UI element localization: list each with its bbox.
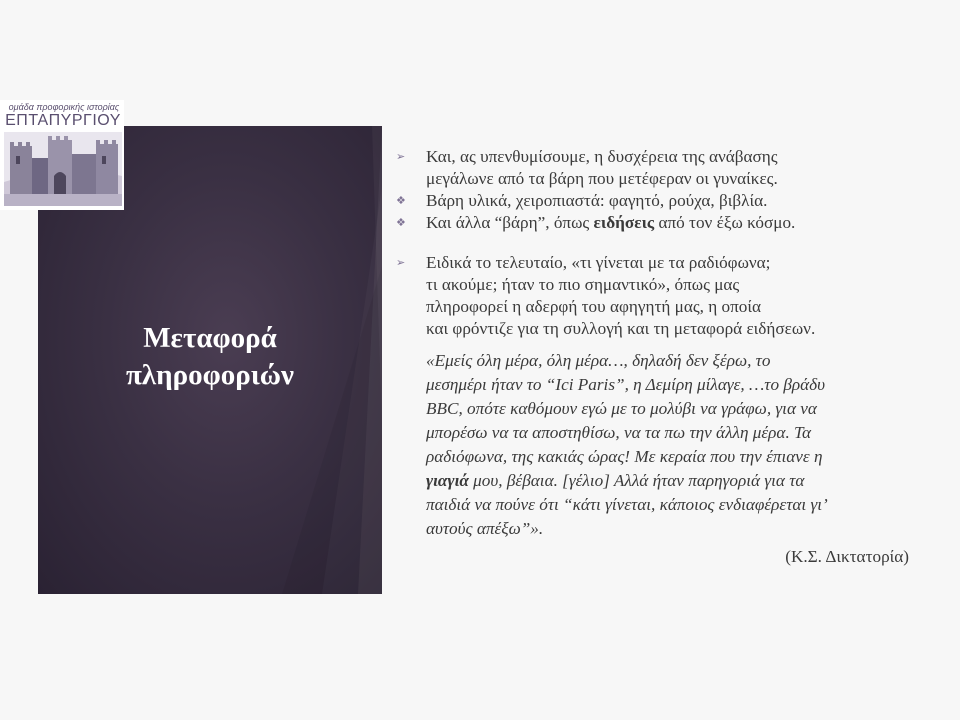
quote-line: μπορέσω να τα αποστηθίσω, να τα πω την άλλη μέρα. Τα — [426, 423, 812, 442]
quote-bold-text: γιαγιά — [426, 471, 469, 490]
quote-line: μεσημέρι ήταν το “Ici Paris”, η Δεμίρη μίλαγε, …το βράδυ — [426, 375, 826, 394]
bullet-line: τι ακούμε; ήταν το πιο σημαντικό», όπως μας — [426, 275, 740, 294]
testimony-quote — [396, 349, 941, 541]
spacer — [396, 234, 941, 252]
bullet-line: Ειδικά το τελευταίο, «τι γίνεται με τα ραδιόφωνα; — [426, 253, 771, 272]
bullet-text: από τον έξω κόσμο. — [654, 213, 796, 232]
quote-line: αυτούς απέξω”». — [426, 519, 544, 538]
quote-line — [426, 469, 941, 493]
bullet-line: και φρόντιζε για τη συλλογή και τη μεταφορά ειδήσεων. — [426, 319, 816, 338]
slide-title-line: πληροφοριών — [126, 359, 294, 391]
quote-line: παιδιά να πούνε ότι “κάτι γίνεται, κάποιος ενδιαφέρεται γι’ — [426, 495, 828, 514]
bullet-item — [396, 146, 941, 190]
logo-name: ΕΠΤΑΠΥΡΓΙΟΥ — [5, 112, 121, 129]
quote-line: «Εμείς όλη μέρα, όλη μέρα…, δηλαδή δεν ξέρω, το — [426, 351, 771, 370]
diamond-bullet-icon: ❖ — [396, 216, 406, 229]
bullet-bold-text: ειδήσεις — [593, 213, 655, 232]
bullet-item — [396, 212, 941, 234]
bullet-line: πληροφορεί η αδερφή του αφηγητή μας, η οποία — [426, 297, 762, 316]
bullet-line — [426, 212, 941, 234]
quote-text: μου, βέβαια. [γέλιο] Αλλά ήταν παρηγοριά για τα — [468, 471, 805, 490]
bullet-item — [396, 252, 941, 340]
quote-line: ραδιόφωνα, της κακιάς ώρας! Με κεραία που την έπιανε η — [426, 447, 823, 466]
bullet-line: μεγάλωνε από τα βάρη που μετέφεραν οι γυναίκες. — [426, 169, 778, 188]
slide-content — [396, 146, 941, 569]
diamond-bullet-icon: ❖ — [396, 194, 406, 207]
logo-caption: ομάδα προφορικής ιστορίας — [8, 102, 120, 112]
arrow-bullet-icon: ➢ — [396, 150, 406, 163]
bullet-text: Και άλλα “βάρη”, όπως — [426, 213, 594, 232]
quote-attribution: (Κ.Σ. Δικτατορία) — [785, 547, 909, 566]
bullet-item — [396, 190, 941, 212]
bullet-line: Και, ας υπενθυμίσουμε, η δυσχέρεια της ανάβασης — [426, 147, 778, 166]
arrow-bullet-icon: ➢ — [396, 256, 406, 269]
slide-title — [38, 320, 382, 394]
slide-title-line: Μεταφορά — [143, 322, 277, 354]
group-logo — [0, 100, 124, 210]
quote-line: BBC, οπότε καθόμουν εγώ με το μολύβι να γράφω, για να — [426, 399, 817, 418]
bullet-line: Βάρη υλικά, χειροπιαστά: φαγητό, ρούχα, βιβλία. — [426, 191, 768, 210]
castle-icon — [4, 132, 122, 206]
